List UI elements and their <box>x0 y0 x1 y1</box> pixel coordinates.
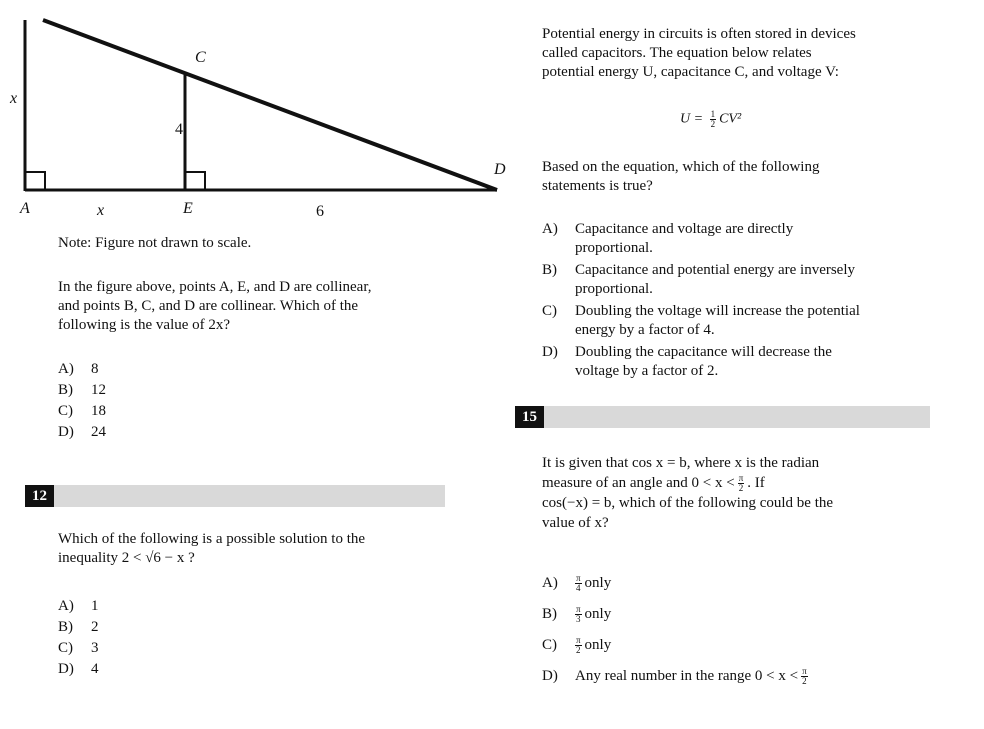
q14-choices <box>542 220 942 381</box>
intro-line: Potential energy in circuits is often stored in devices <box>542 26 856 42</box>
choice-text: only <box>584 575 612 591</box>
choice-text: Doubling the capacitance will decrease the <box>575 344 832 360</box>
frac-num: π <box>576 573 581 584</box>
choice-text: 24 <box>91 424 106 440</box>
label-x-left: x <box>10 90 18 107</box>
choice-letter: C) <box>58 640 73 656</box>
label-c: C <box>195 49 206 66</box>
choice-letter: C) <box>542 303 557 319</box>
choice-d[interactable] <box>542 661 811 692</box>
choice-c[interactable] <box>58 402 106 421</box>
choice-a[interactable] <box>542 568 811 599</box>
choice-text: proportional. <box>575 240 653 256</box>
q11-choices <box>58 360 106 442</box>
choice-letter: A) <box>58 598 74 614</box>
frac-num: π <box>738 473 744 484</box>
intro-line: called capacitors. The equation below relates <box>542 45 812 61</box>
choice-text: 3 <box>91 640 99 656</box>
eq-rhs: CV² <box>719 111 742 127</box>
choice-text: 18 <box>91 403 106 419</box>
label-e: E <box>183 200 193 217</box>
choice-text: Doubling the voltage will increase the potential <box>575 303 860 319</box>
frac-den: 3 <box>576 614 581 625</box>
stem-text: . If <box>747 475 765 491</box>
choice-letter: D) <box>542 344 558 360</box>
choice-a[interactable] <box>58 360 106 379</box>
choice-letter: C) <box>542 637 557 653</box>
q14-intro <box>542 25 856 82</box>
stem-line: following is the value of 2x? <box>58 317 231 333</box>
choice-text: only <box>584 606 612 622</box>
choice-letter: D) <box>542 668 558 684</box>
choice-letter: B) <box>542 606 557 622</box>
choice-a[interactable] <box>542 220 942 258</box>
choice-text: Capacitance and voltage are directly <box>575 221 794 237</box>
frac-num: π <box>576 604 581 615</box>
choice-c[interactable] <box>58 639 99 658</box>
q15-choices <box>542 568 811 692</box>
choice-text: voltage by a factor of 2. <box>575 363 719 379</box>
question-number: 12 <box>25 485 54 507</box>
choice-b[interactable] <box>542 261 942 299</box>
choice-d[interactable] <box>542 343 942 381</box>
frac-den: 2 <box>738 483 744 494</box>
eq-lhs: U = <box>680 111 707 127</box>
choice-text: 2 <box>91 619 99 635</box>
eq-denominator: 2 <box>710 119 716 129</box>
choice-c[interactable] <box>542 302 942 340</box>
choice-letter: A) <box>542 221 558 237</box>
choice-letter: A) <box>58 361 74 377</box>
choice-b[interactable] <box>58 618 99 637</box>
choice-d[interactable] <box>58 423 106 442</box>
question-number: 15 <box>515 406 544 428</box>
stem-line: statements is true? <box>542 178 653 194</box>
q12-header-bar <box>25 485 445 507</box>
choice-text: energy by a factor of 4. <box>575 322 715 338</box>
label-x-bottom: x <box>97 202 105 219</box>
stem-line: Based on the equation, which of the following <box>542 159 820 175</box>
choice-text: proportional. <box>575 281 653 297</box>
label-a: A <box>20 200 30 217</box>
choice-letter: B) <box>58 619 73 635</box>
choice-c[interactable] <box>542 630 811 661</box>
choice-letter: D) <box>58 424 74 440</box>
choice-text: 8 <box>91 361 99 377</box>
q15-stem <box>542 453 833 533</box>
stem-line: value of x? <box>542 515 609 532</box>
stem-line: In the figure above, points A, E, and D are collinear, <box>58 279 372 295</box>
choice-letter: B) <box>58 382 73 398</box>
choice-letter: C) <box>58 403 73 419</box>
frac-den: 4 <box>576 583 581 594</box>
choice-d[interactable] <box>58 660 99 679</box>
frac-den: 2 <box>802 676 807 687</box>
eq-numerator: 1 <box>710 109 716 119</box>
choice-a[interactable] <box>58 597 99 616</box>
q14-stem <box>542 158 819 196</box>
frac-num: π <box>576 635 581 646</box>
stem-line: cos(−x) = b, which of the following could be the <box>542 495 834 512</box>
frac-den: 2 <box>576 645 581 656</box>
choice-text: 1 <box>91 598 99 614</box>
segment-bd <box>43 20 497 190</box>
stem-line: inequality 2 < √6 − x ? <box>58 550 195 566</box>
choice-letter: A) <box>542 575 558 591</box>
choice-text: 4 <box>91 661 99 677</box>
stem-line <box>542 473 833 493</box>
choice-b[interactable] <box>58 381 106 400</box>
figure-note: Note: Figure not drawn to scale. <box>58 235 252 251</box>
choice-letter: B) <box>542 262 557 278</box>
stem-line: Which of the following is a possible solution to the <box>58 531 366 547</box>
capacitor-equation <box>680 110 741 129</box>
intro-line: potential energy U, capacitance C, and voltage V: <box>542 64 839 80</box>
right-angle-a <box>25 172 45 190</box>
stem-text: measure of an angle and 0 < x < <box>542 475 735 491</box>
choice-text: 12 <box>91 382 106 398</box>
choice-letter: D) <box>58 661 74 677</box>
label-6: 6 <box>316 203 324 220</box>
stem-line: and points B, C, and D are collinear. Which of the <box>58 298 359 314</box>
triangle-figure <box>0 0 520 230</box>
frac-num: π <box>802 666 807 677</box>
right-angle-e <box>185 172 205 190</box>
q12-choices <box>58 597 99 679</box>
label-4: 4 <box>175 121 183 138</box>
label-d: D <box>494 161 506 178</box>
q12-stem <box>58 530 365 568</box>
q15-header-bar <box>515 406 930 428</box>
choice-text: Capacitance and potential energy are inversely <box>575 262 856 278</box>
q11-stem <box>58 278 371 335</box>
stem-line: It is given that cos x = b, where x is the radian <box>542 455 820 471</box>
choice-b[interactable] <box>542 599 811 630</box>
choice-text: only <box>584 637 612 653</box>
choice-text: Any real number in the range 0 < x < <box>575 668 799 684</box>
